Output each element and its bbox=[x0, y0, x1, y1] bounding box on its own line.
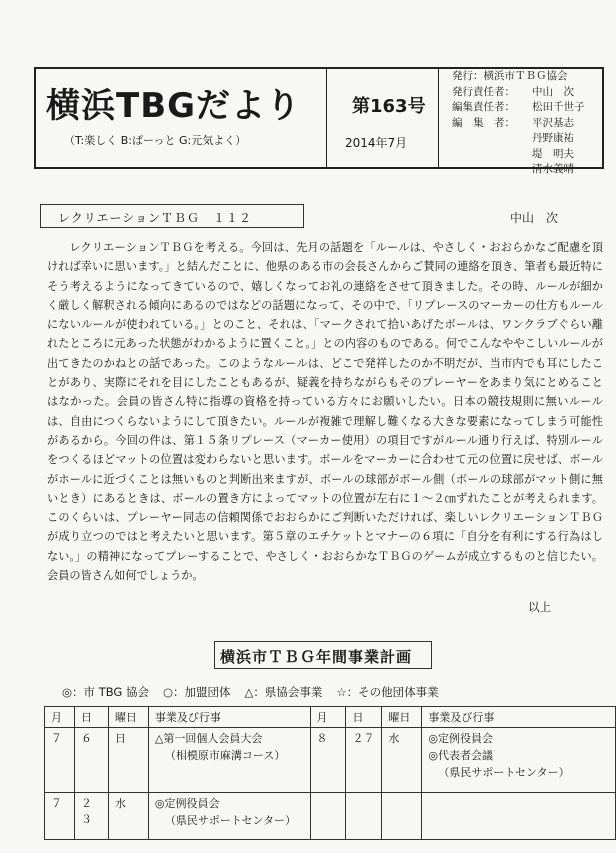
cell-event bbox=[148, 728, 310, 793]
table-row bbox=[45, 793, 616, 840]
issue-number: 第163号 bbox=[352, 96, 426, 117]
article-body: レクリエーションＴＢＧを考える。今回は、先月の話題を「ルールは、やさしく・おおらかなご配慮を頂ければ幸いに思います。」と結んだことに、他県のある市の会長さんからご賛同の連絡を頂き、筆者も最近特にそう考えるようになってきているので、嬉しくなってお礼の連絡をさせて頂きました。その時、ルールが細かく厳しく解釈される傾向にあるのではなどの話題になって、その中で、「リプレースのマーカーの仕方もルールにないルールが使われている。」とのこと、それは、「マークされて拾いあげたボールは、ワンクラブぐらい離れたところに元あった状態がわかるように置くこと。」との内容のものである。何でこんなややこしいルールが出てきたのかねとの話であった。このようなルールは、どこで発祥したのか不明だが、当市内でも耳にしたことがあり、実際にそれを目にしたこともあるが、疑義を持ちながらもそのプレーヤーをあまり気にとめることはなかった。会員の皆さん特に指導の資格を持っている方々にお願いしたい。日本の競技規則に無いルールは、自由につくらないようにして頂きたい。ルールが複雑で理解し難くなる大きな要素になってしまう可能性があるから。今回の件は、第１５条リプレース（マーカー使用）の項目ですがルール通り行えば、特別ルールをつくるほどマットの位置は変わらないと思います。ボールをマーカーに合わせて元の位置に戻せば、ボールがホールに近づくことは無いものと判断出来ますが、ボールの球部がボール側（ボールの球部がマット側に無いとき）にあるときは、ボールの置き方によってマットの位置が左右に１～２㎝ずれたことが考えられます。このくらいは、プレーヤー同志の信頼関係でおおらかにご判断いただければ、楽しいレクリエーションＴＢＧが成り立つのではと考えたいと思います。第５章のエチケットとマナーの６項に「自分を有利にする行為はしない。」の精神になってプレーすることで、やさしく・おおらかなＴＢＧのゲームが成立するものと信じたい。会員の皆さん如何でしょうか。 bbox=[47, 241, 603, 583]
publisher-label: 発行： bbox=[452, 70, 484, 82]
column-header: 曜日 bbox=[108, 707, 148, 728]
cell-day: ６ bbox=[74, 728, 108, 793]
column-header: 月 bbox=[310, 707, 346, 728]
responsible-name: 中山 次 bbox=[532, 85, 574, 98]
article-title: レクリエーションＴＢＧ １１２ bbox=[58, 211, 253, 225]
cell-month: ８ bbox=[310, 728, 346, 793]
cell-event bbox=[422, 793, 616, 840]
legend-item: ◎：市 TBG 協会 bbox=[62, 685, 149, 699]
column-header: 月 bbox=[45, 707, 75, 728]
cell-event bbox=[148, 793, 310, 840]
article-author: 中山 次 bbox=[510, 211, 559, 225]
legend-item: ☆：その他団体事業 bbox=[336, 685, 439, 699]
cell-event bbox=[422, 728, 616, 793]
cell-day: ２７ bbox=[346, 728, 382, 793]
cell-weekday bbox=[382, 793, 422, 840]
column-header: 日 bbox=[346, 707, 382, 728]
table-header-row bbox=[45, 707, 616, 728]
event-line: ◎代表者会議 bbox=[428, 749, 493, 762]
cell-month bbox=[310, 793, 346, 840]
publisher-name: 横浜市ＴＢＧ協会 bbox=[483, 70, 568, 82]
publisher-info bbox=[452, 69, 585, 178]
staff-name: 丹野康祐 bbox=[532, 132, 574, 144]
column-header: 事業及び行事 bbox=[148, 707, 310, 728]
cell-weekday: 日 bbox=[108, 728, 148, 793]
editor-label: 編集責任者： bbox=[452, 101, 515, 113]
legend-item: △：県協会事業 bbox=[244, 685, 323, 699]
event-line: ◎定例役員会 bbox=[154, 797, 220, 810]
newsletter-title: 横浜TBGだより bbox=[46, 86, 302, 126]
responsible-label: 発行責任者： bbox=[452, 85, 515, 98]
table-row bbox=[45, 728, 616, 793]
event-line: （県民サポートセンター） bbox=[438, 766, 570, 779]
event-line: （相模原市麻溝コース） bbox=[164, 749, 286, 762]
staff-label: 編 集 者： bbox=[452, 116, 515, 129]
header-divider bbox=[326, 69, 327, 167]
plan-legend bbox=[62, 684, 439, 700]
cell-weekday: 水 bbox=[382, 728, 422, 793]
cell-month: ７ bbox=[45, 728, 75, 793]
cell-day: ２３ bbox=[74, 793, 108, 840]
event-line: △第一回個人会員大会 bbox=[154, 732, 263, 745]
cell-month: ７ bbox=[45, 793, 75, 840]
article-closing: 以上 bbox=[528, 600, 551, 614]
staff-name: 平沢基志 bbox=[532, 116, 574, 129]
plan-title: 横浜市ＴＢＧ年間事業計画 bbox=[220, 648, 413, 666]
newsletter-subtitle: （T:楽しく B:ぱーっと G:元気よく） bbox=[64, 134, 247, 147]
legend-item: ○：加盟団体 bbox=[162, 685, 231, 699]
column-header: 日 bbox=[74, 707, 108, 728]
column-header: 曜日 bbox=[382, 707, 422, 728]
staff-name: 清水義晴 bbox=[532, 163, 574, 175]
header-divider bbox=[438, 69, 439, 167]
event-line: （県民サポートセンター） bbox=[164, 814, 297, 827]
column-header: 事業及び行事 bbox=[422, 707, 616, 728]
issue-date: 2014年7月 bbox=[345, 136, 408, 150]
cell-day bbox=[346, 793, 382, 840]
event-line: ◎定例役員会 bbox=[428, 732, 493, 745]
schedule-table bbox=[44, 706, 616, 840]
staff-name: 堤 明夫 bbox=[532, 147, 574, 160]
cell-weekday: 水 bbox=[108, 793, 148, 840]
editor-name: 松田千世子 bbox=[532, 101, 585, 113]
